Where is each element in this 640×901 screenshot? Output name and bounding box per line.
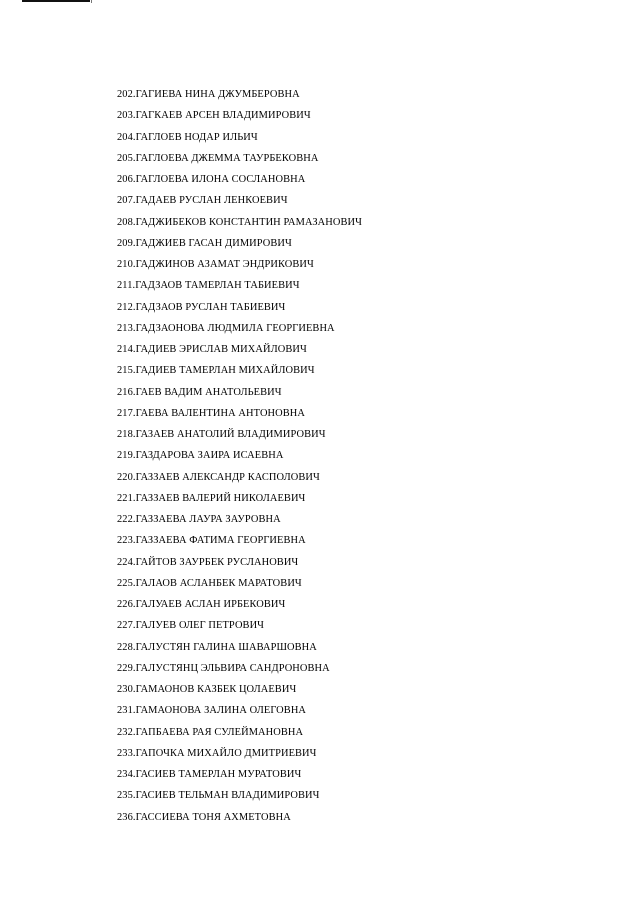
- item-number: 217.: [117, 407, 136, 419]
- item-name: ГАМАОНОВ КАЗБЕК ЦОЛАЕВИЧ: [135, 684, 297, 695]
- item-name: ГАЗЗАЕВА ФАТИМА ГЕОРГИЕВНА: [135, 535, 306, 547]
- item-number: 207.: [117, 195, 136, 207]
- item-name: ГАЙТОВ ЗАУРБЕК РУСЛАНОВИЧ: [135, 556, 299, 568]
- list-item: [117, 297, 362, 318]
- item-name: ГАЕВ ВАДИМ АНАТОЛЬЕВИЧ: [135, 386, 282, 398]
- item-number: 202.: [117, 89, 136, 100]
- item-name: ГАЗЗАЕВА ЛАУРА ЗАУРОВНА: [135, 514, 281, 525]
- item-name: ГАМАОНОВА ЗАЛИНА ОЛЕГОВНА: [135, 705, 307, 717]
- item-name: ГАЗЗАЕВ АЛЕКСАНДР КАСПОЛОВИЧ: [135, 471, 320, 483]
- item-name: ГАДЗАОНОВА ЛЮДМИЛА ГЕОРГИЕВНА: [135, 322, 335, 334]
- item-number: 205.: [117, 152, 136, 164]
- item-name: ГАЛУАЕВ АСЛАН ИРБЕКОВИЧ: [135, 599, 286, 610]
- item-name: ГАЛУСТЯНЦ ЭЛЬВИРА САНДРОНОВНА: [135, 662, 330, 674]
- item-number: 216.: [117, 386, 136, 398]
- item-number: 212.: [117, 301, 136, 313]
- item-number: 209.: [117, 237, 136, 249]
- list-item: [117, 785, 362, 806]
- item-name: ГАПОЧКА МИХАЙЛО ДМИТРИЕВИЧ: [135, 747, 317, 759]
- item-name: ГАГЛОЕВА ДЖЕММА ТАУРБЕКОВНА: [135, 152, 319, 164]
- list-item: [117, 254, 362, 275]
- list-item: [117, 424, 362, 445]
- list-item: [117, 552, 362, 573]
- list-item: [117, 488, 362, 509]
- list-item: [117, 722, 362, 743]
- top-edge-tick: [91, 0, 92, 3]
- list-item: [117, 445, 362, 466]
- item-name: ГАДЖИБЕКОВ КОНСТАНТИН РАМАЗАНОВИЧ: [135, 216, 362, 228]
- list-item: [117, 169, 362, 190]
- item-name: ГАЗЗАЕВ ВАЛЕРИЙ НИКОЛАЕВИЧ: [135, 492, 306, 504]
- item-number: 228.: [117, 641, 136, 653]
- item-number: 206.: [117, 174, 136, 185]
- item-name: ГАЗДАРОВА ЗАИРА ИСАЕВНА: [135, 450, 284, 462]
- item-number: 204.: [117, 131, 136, 143]
- list-item: [117, 573, 362, 594]
- item-number: 214.: [117, 344, 136, 355]
- list-item: [117, 743, 362, 764]
- list-item: [117, 530, 362, 551]
- item-number: 230.: [117, 684, 136, 695]
- item-name: ГАДАЕВ РУСЛАН ЛЕНКОЕВИЧ: [135, 195, 288, 207]
- item-name: ГАЕВА ВАЛЕНТИНА АНТОНОВНА: [135, 407, 305, 419]
- item-name: ГАСИЕВ ТАМЕРЛАН МУРАТОВИЧ: [135, 769, 302, 780]
- name-list: [117, 84, 362, 828]
- item-name: ГАДИЕВ ЭРИСЛАВ МИХАЙЛОВИЧ: [135, 344, 307, 355]
- item-name: ГАССИЕВА ТОНЯ АХМЕТОВНА: [135, 811, 291, 823]
- item-name: ГАЗАЕВ АНАТОЛИЙ ВЛАДИМИРОВИЧ: [135, 429, 326, 440]
- list-item: [117, 360, 362, 381]
- item-number: 220.: [117, 471, 136, 483]
- list-item: [117, 148, 362, 169]
- item-number: 234.: [117, 769, 136, 780]
- item-name: ГАГИЕВА НИНА ДЖУМБЕРОВНА: [135, 89, 300, 100]
- list-item: [117, 403, 362, 424]
- item-number: 210.: [117, 259, 136, 270]
- item-name: ГАДЖИНОВ АЗАМАТ ЭНДРИКОВИЧ: [135, 259, 314, 270]
- list-item: [117, 127, 362, 148]
- top-edge-line: [22, 0, 90, 2]
- item-number: 208.: [117, 216, 136, 228]
- list-item: [117, 275, 362, 296]
- list-item: [117, 105, 362, 126]
- list-item: [117, 382, 362, 403]
- item-name: ГАЛУЕВ ОЛЕГ ПЕТРОВИЧ: [135, 620, 265, 632]
- item-name: ГАГЛОЕВ НОДАР ИЛЬИЧ: [135, 131, 258, 143]
- list-item: [117, 318, 362, 339]
- item-number: 215.: [117, 365, 136, 377]
- item-name: ГАГЛОЕВА ИЛОНА СОСЛАНОВНА: [135, 174, 306, 185]
- item-number: 229.: [117, 662, 136, 674]
- list-item: [117, 594, 362, 615]
- list-item: [117, 509, 362, 530]
- item-number: 227.: [117, 620, 136, 632]
- list-item: [117, 339, 362, 360]
- list-item: [117, 467, 362, 488]
- item-name: ГАЛУСТЯН ГАЛИНА ШАВАРШОВНА: [135, 641, 317, 653]
- list-item: [117, 700, 362, 721]
- list-item: [117, 190, 362, 211]
- item-number: 203.: [117, 110, 136, 122]
- list-item: [117, 212, 362, 233]
- item-name: ГАСИЕВ ТЕЛЬМАН ВЛАДИМИРОВИЧ: [135, 790, 320, 802]
- item-name: ГАЛАОВ АСЛАНБЕК МАРАТОВИЧ: [135, 577, 302, 589]
- item-number: 225.: [117, 577, 136, 589]
- item-number: 224.: [117, 556, 136, 568]
- list-item: [117, 764, 362, 785]
- item-name: ГАДИЕВ ТАМЕРЛАН МИХАЙЛОВИЧ: [135, 365, 315, 377]
- list-item: [117, 615, 362, 636]
- list-item: [117, 637, 362, 658]
- item-number: 226.: [117, 599, 136, 610]
- item-number: 221.: [117, 492, 136, 504]
- item-number: 236.: [117, 811, 136, 823]
- item-number: 222.: [117, 514, 136, 525]
- item-number: 235.: [117, 790, 136, 802]
- item-name: ГАДЗАОВ ТАМЕРЛАН ТАБИЕВИЧ: [135, 280, 300, 292]
- item-name: ГАДЖИЕВ ГАСАН ДИМИРОВИЧ: [135, 237, 292, 249]
- list-item: [117, 658, 362, 679]
- item-name: ГАДЗАОВ РУСЛАН ТАБИЕВИЧ: [135, 301, 286, 313]
- list-item: [117, 84, 362, 105]
- list-item: [117, 233, 362, 254]
- list-item: [117, 807, 362, 828]
- item-name: ГАПБАЕВА РАЯ СУЛЕЙМАНОВНА: [135, 726, 304, 738]
- item-number: 231.: [117, 705, 136, 717]
- item-number: 211.: [117, 280, 136, 292]
- item-number: 232.: [117, 726, 136, 738]
- item-number: 233.: [117, 747, 136, 759]
- item-number: 223.: [117, 535, 136, 547]
- list-item: [117, 679, 362, 700]
- item-name: ГАГКАЕВ АРСЕН ВЛАДИМИРОВИЧ: [135, 110, 311, 122]
- item-number: 213.: [117, 322, 136, 334]
- item-number: 219.: [117, 450, 136, 462]
- item-number: 218.: [117, 429, 136, 440]
